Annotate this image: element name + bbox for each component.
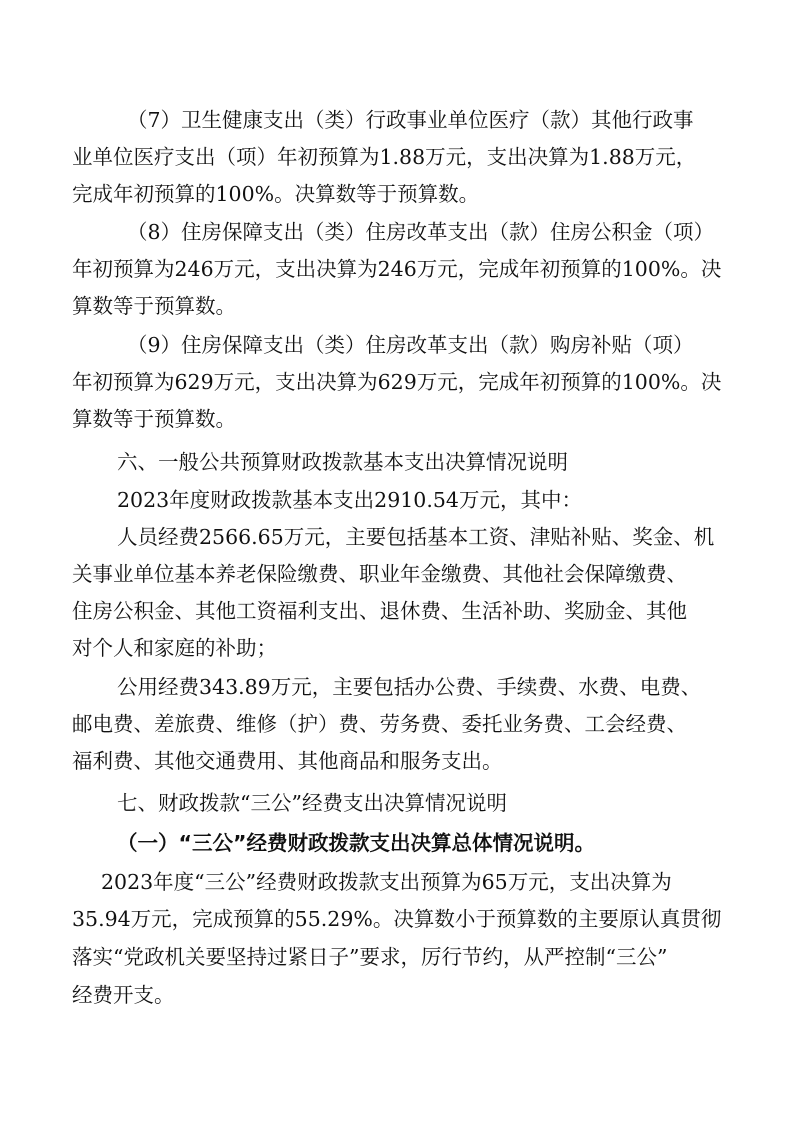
paragraph-line: 35.94万元，完成预算的55.29%。决算数小于预算数的主要原认真贯彻 bbox=[72, 907, 722, 931]
paragraph-line: 年初预算为246万元，支出决算为246万元，完成年初预算的100%。决 bbox=[72, 257, 722, 281]
paragraph-line: 关事业单位基本养老保险缴费、职业年金缴费、其他社会保障缴费、 bbox=[72, 562, 687, 586]
paragraph-line: 年初预算为629万元，支出决算为629万元，完成年初预算的100%。决 bbox=[72, 370, 722, 394]
section-heading: 六、一般公共预算财政拨款基本支出决算情况说明 bbox=[117, 450, 568, 474]
paragraph-line: 2023年度“三公”经费财政拨款支出预算为65万元，支出决算为 bbox=[101, 870, 672, 894]
paragraph-line: 公用经费343.89万元，主要包括办公费、手续费、水费、电费、 bbox=[117, 675, 702, 699]
paragraph-line: 对个人和家庭的补助； bbox=[72, 636, 277, 660]
section-heading: 七、财政拨款“三公”经费支出决算情况说明 bbox=[117, 791, 507, 815]
paragraph-line: 落实“党政机关要坚持过紧日子”要求，厉行节约，从严控制“三公” bbox=[72, 945, 668, 969]
paragraph-line: 人员经费2566.65万元，主要包括基本工资、津贴补贴、奖金、机 bbox=[117, 525, 715, 549]
subsection-heading: （一）“三公”经费财政拨款支出决算总体情况说明。 bbox=[117, 831, 595, 855]
paragraph-line: 2023年度财政拨款基本支出2910.54万元，其中： bbox=[117, 488, 582, 512]
paragraph-line: （7）卫生健康支出（类）行政事业单位医疗（款）其他行政事 bbox=[127, 108, 694, 132]
paragraph-line: 福利费、其他交通费用、其他商品和服务支出。 bbox=[72, 749, 503, 773]
paragraph-line: 算数等于预算数。 bbox=[72, 294, 236, 318]
paragraph-line: 算数等于预算数。 bbox=[72, 407, 236, 431]
paragraph-line: （9）住房保障支出（类）住房改革支出（款）购房补贴（项） bbox=[127, 333, 694, 357]
paragraph-line: 经费开支。 bbox=[72, 983, 175, 1007]
paragraph-line: （8）住房保障支出（类）住房改革支出（款）住房公积金（项） bbox=[127, 220, 715, 244]
paragraph-line: 业单位医疗支出（项）年初预算为1.88万元，支出决算为1.88万元， bbox=[72, 145, 697, 169]
paragraph-line: 完成年初预算的100%。决算数等于预算数。 bbox=[72, 182, 480, 206]
paragraph-line: 邮电费、差旅费、维修（护）费、劳务费、委托业务费、工会经费、 bbox=[72, 712, 687, 736]
paragraph-line: 住房公积金、其他工资福利支出、退休费、生活补助、奖励金、其他 bbox=[72, 599, 687, 623]
